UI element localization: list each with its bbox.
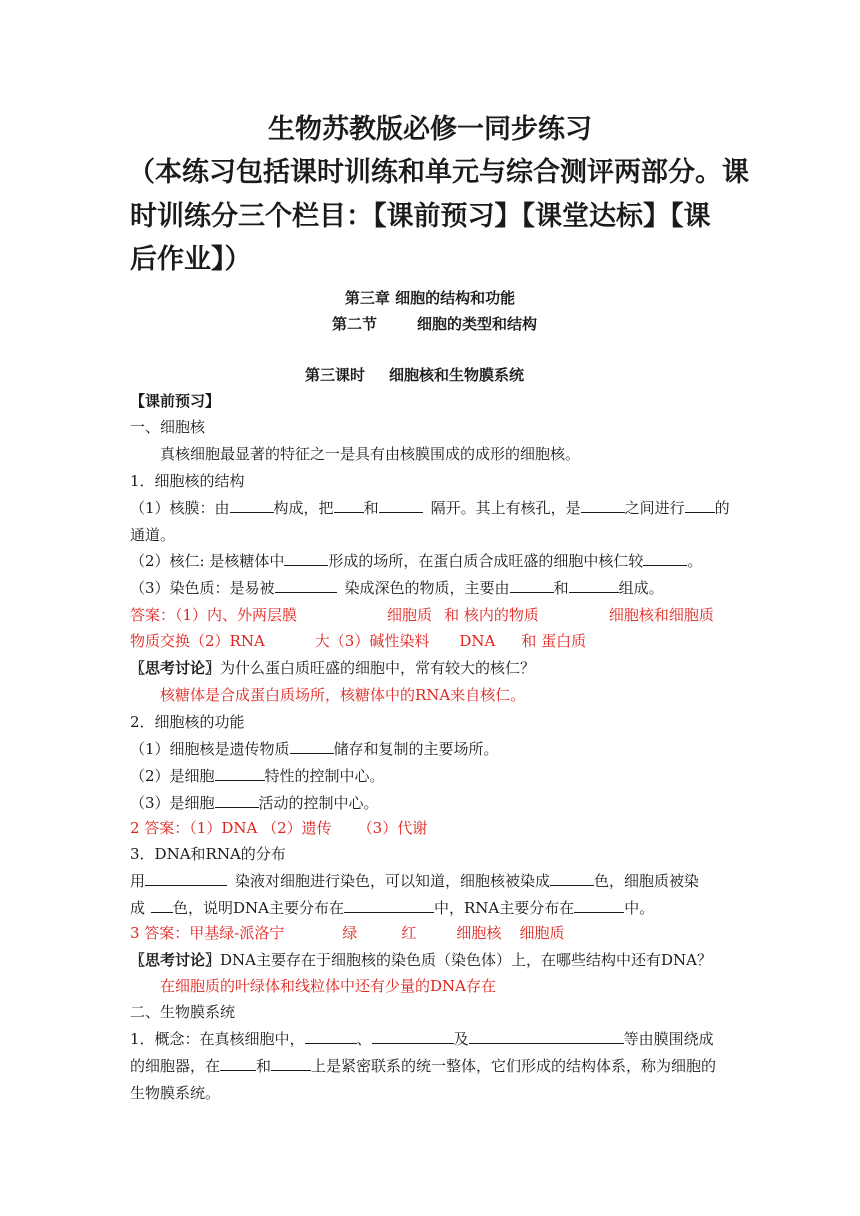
d1-text-a: 用 (130, 872, 146, 890)
blank (372, 1029, 454, 1044)
c1-text-b: 、 (356, 1030, 372, 1048)
answer-2-b: （3）代谢 (357, 819, 428, 837)
q1-text-d: 隔开。其上有核孔，是 (430, 499, 581, 517)
concept-line-2 (130, 1055, 716, 1077)
lesson-number: 第三课时 (305, 366, 366, 384)
d1-text-c: 色，细胞质被染 (594, 872, 700, 890)
part1-heading: 一、细胞核 (130, 418, 206, 436)
blank (469, 1029, 624, 1044)
question-2 (130, 550, 702, 572)
d2-text-d: 中。 (624, 899, 655, 917)
think-1-label: 〖思考讨论〗 (130, 659, 221, 677)
answer-2-a: 2 答案：（1）DNA （2）遗传 (130, 819, 332, 837)
think-1 (130, 657, 535, 679)
q3-text-b: 染成深色的物质，主要由 (344, 579, 510, 597)
blank (569, 578, 619, 593)
blank (685, 498, 715, 513)
think-2-answer: 在细胞质的叶绿体和线粒体中还有少量的DNA存在 (160, 977, 496, 995)
answer-3-e: 细胞质 (519, 924, 565, 942)
f1-text-a: （1）细胞核是遗传物质 (130, 740, 290, 758)
function-3 (130, 792, 379, 814)
answer-1-cont-b: 大（3）碱性染料 (314, 632, 430, 650)
q3-text-a: （3）染色质：是易被 (130, 579, 275, 597)
doc-subtitle-line-3: 后作业】） (130, 244, 252, 275)
answer-1-a: 答案：（1）内、外两层膜 (130, 606, 298, 624)
blank (574, 898, 624, 913)
blank (643, 551, 687, 566)
d2-text-b: 色，说明DNA主要分布在 (173, 899, 345, 917)
section-number: 第二节 (332, 315, 378, 333)
preview-label: 【课前预习】 (130, 392, 221, 410)
question-1 (130, 497, 730, 519)
q1-text-c: 和 (363, 499, 379, 517)
distribution-line-1 (130, 870, 699, 892)
distribution-line-2 (130, 897, 654, 919)
part1-intro: 真核细胞最显著的特征之一是具有由核膜围成的成形的细胞核。 (160, 445, 581, 463)
answer-3-c: 红 (401, 924, 417, 942)
blank (275, 578, 337, 593)
blank (290, 739, 334, 754)
blank (284, 551, 328, 566)
s2-title: 2．细胞核的功能 (130, 713, 245, 731)
f3-text-b: 活动的控制中心。 (258, 794, 379, 812)
c2-text-a: 的细胞器，在 (130, 1057, 221, 1075)
c1-text-d: 等由膜围绕成 (623, 1030, 714, 1048)
lesson-heading (305, 364, 524, 386)
section-heading (332, 313, 537, 335)
doc-subtitle-line-2: 时训练分三个栏目：【课前预习】【课堂达标】【课 (130, 201, 711, 232)
s3-title: 3．DNA和RNA的分布 (130, 845, 286, 863)
section-name: 细胞的类型和结构 (417, 315, 538, 333)
d1-text-b: 染液对细胞进行染色，可以知道，细胞核被染成 (235, 872, 551, 890)
f2-text-a: （2）是细胞 (130, 767, 215, 785)
blank (581, 498, 625, 513)
function-2 (130, 765, 385, 787)
answer-1-cont-c: DNA (459, 632, 496, 650)
answer-3-d: 细胞核 (456, 924, 502, 942)
c2-text-c: 上是紧密联系的统一整体，它们形成的结构体系，称为细胞的 (311, 1057, 717, 1075)
q1-text-e: 之间进行 (624, 499, 685, 517)
answer-2 (130, 817, 427, 839)
answer-1-c: 和 核内的物质 (444, 606, 539, 624)
concept-line-3: 生物膜系统。 (130, 1084, 221, 1102)
answer-3-b: 绿 (342, 924, 358, 942)
blank (334, 498, 364, 513)
c1-text-a: 1．概念：在真核细胞中， (130, 1030, 305, 1048)
think-2-label: 〖思考讨论〗 (130, 951, 221, 969)
blank (271, 1056, 311, 1071)
answer-1-cont (130, 630, 586, 652)
s1-title: 1．细胞核的结构 (130, 472, 245, 490)
blank (230, 498, 274, 513)
c1-text-c: 及 (453, 1030, 469, 1048)
blank (220, 1056, 256, 1071)
blank (145, 871, 227, 886)
answer-1-b: 细胞质 (387, 606, 433, 624)
answer-1-cont-a: 物质交换（2）RNA (130, 632, 265, 650)
think-1-answer: 核糖体是合成蛋白质场所，核糖体中的RNA来自核仁。 (160, 686, 526, 704)
think-2 (130, 949, 712, 971)
blank (510, 578, 554, 593)
blank (379, 498, 423, 513)
question-1-cont: 通道。 (130, 526, 176, 544)
q2-text-a: （2）核仁: 是核糖体中 (130, 552, 285, 570)
chapter-heading: 第三章 细胞的结构和功能 (344, 289, 516, 307)
blank (344, 898, 434, 913)
answer-3 (130, 922, 564, 944)
blank (215, 766, 265, 781)
c2-text-b: 和 (256, 1057, 272, 1075)
answer-3-a: 3 答案：甲基绿-派洛宁 (130, 924, 285, 942)
q1-text-f: 的 (714, 499, 730, 517)
q1-text-b: 构成，把 (273, 499, 334, 517)
d2-text-c: 中，RNA主要分布在 (434, 899, 575, 917)
doc-subtitle-line-1: （本练习包括课时训练和单元与综合测评两部分。课 (128, 157, 749, 188)
blank (215, 793, 259, 808)
concept-line-1 (130, 1028, 714, 1050)
f2-text-b: 特性的控制中心。 (264, 767, 385, 785)
q3-text-c: 和 (553, 579, 569, 597)
part2-heading: 二、生物膜系统 (130, 1003, 236, 1021)
q2-text-c: 。 (687, 552, 703, 570)
think-1-question: 为什么蛋白质旺盛的细胞中，常有较大的核仁？ (220, 659, 536, 677)
blank (151, 898, 173, 913)
q3-text-d: 组成。 (618, 579, 664, 597)
f3-text-a: （3）是细胞 (130, 794, 215, 812)
answer-1 (130, 604, 714, 626)
q1-text-a: （1）核膜：由 (130, 499, 230, 517)
d2-text-a: 成 (130, 899, 146, 917)
lesson-name: 细胞核和生物膜系统 (389, 366, 525, 384)
q2-text-b: 形成的场所，在蛋白质合成旺盛的细胞中核仁较 (328, 552, 644, 570)
f1-text-b: 储存和复制的主要场所。 (333, 740, 499, 758)
blank (305, 1029, 357, 1044)
function-1 (130, 738, 499, 760)
blank (550, 871, 594, 886)
doc-title: 生物苏教版必修一同步练习 (268, 114, 592, 145)
answer-1-cont-d: 和 蛋白质 (521, 632, 587, 650)
answer-1-d: 细胞核和细胞质 (608, 606, 714, 624)
question-3 (130, 577, 664, 599)
think-2-question: DNA主要存在于细胞核的染色质（染色体）上，在哪些结构中还有DNA？ (220, 951, 712, 969)
